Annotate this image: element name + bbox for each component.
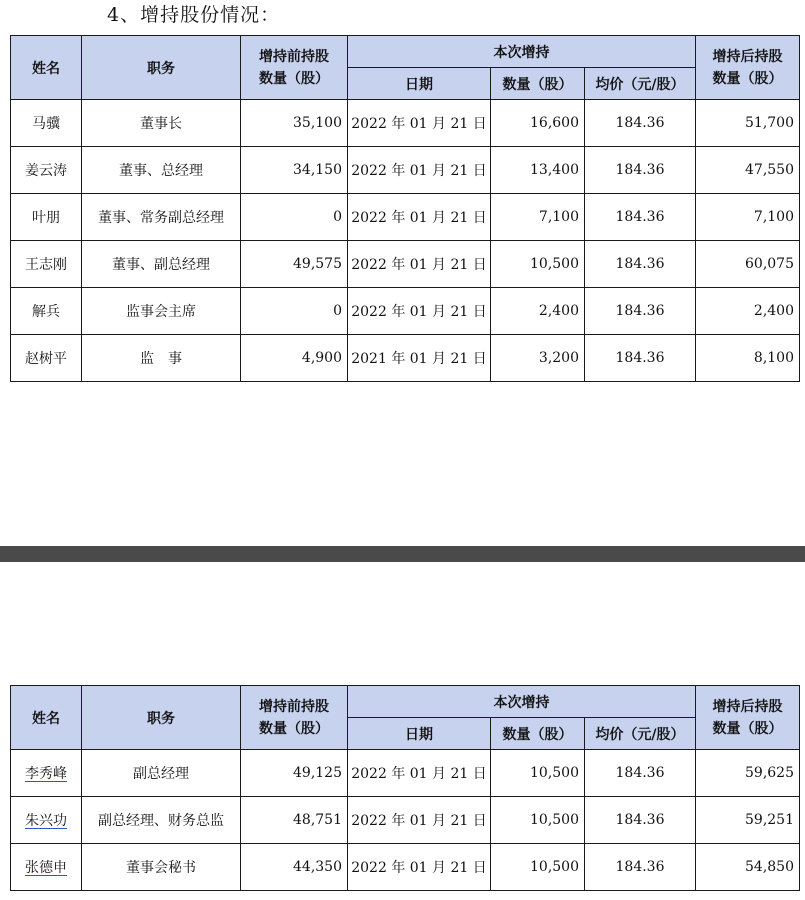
col-header-qty: 数量（股） xyxy=(491,718,585,750)
cell-position: 董事长 xyxy=(82,100,241,147)
cell-before-qty: 0 xyxy=(241,288,348,335)
col-header-before-line2: 数量（股） xyxy=(259,70,329,87)
cell-position: 董事会秘书 xyxy=(82,844,241,891)
cell-date: 2022 年 01 月 21 日 xyxy=(348,797,491,844)
col-header-date: 日期 xyxy=(348,718,491,750)
shareholding-table-2 xyxy=(10,685,800,891)
table-row xyxy=(11,335,800,382)
cell-qty: 10,500 xyxy=(491,241,585,288)
col-header-before-line1: 增持前持股 xyxy=(259,48,329,65)
cell-before-qty: 49,575 xyxy=(241,241,348,288)
cell-qty: 10,500 xyxy=(491,750,585,797)
cell-before-qty: 49,125 xyxy=(241,750,348,797)
cell-date: 2022 年 01 月 21 日 xyxy=(348,147,491,194)
cell-date: 2022 年 01 月 21 日 xyxy=(348,100,491,147)
col-header-this-time: 本次增持 xyxy=(348,36,696,68)
cell-position: 董事、常务副总经理 xyxy=(82,194,241,241)
cell-price: 184.36 xyxy=(585,750,696,797)
name-link[interactable]: 朱兴功 xyxy=(25,813,67,829)
cell-position: 监事会主席 xyxy=(82,288,241,335)
col-header-after xyxy=(696,36,800,100)
cell-name[interactable] xyxy=(11,797,82,844)
cell-date: 2021 年 01 月 21 日 xyxy=(348,335,491,382)
cell-date: 2022 年 01 月 21 日 xyxy=(348,241,491,288)
cell-date: 2022 年 01 月 21 日 xyxy=(348,844,491,891)
cell-after-qty: 51,700 xyxy=(696,100,800,147)
cell-price: 184.36 xyxy=(585,335,696,382)
cell-after-qty: 2,400 xyxy=(696,288,800,335)
table-row xyxy=(11,147,800,194)
cell-name[interactable] xyxy=(11,750,82,797)
col-header-date: 日期 xyxy=(348,68,491,100)
cell-qty: 2,400 xyxy=(491,288,585,335)
cell-after-qty: 8,100 xyxy=(696,335,800,382)
cell-position: 监 事 xyxy=(82,335,241,382)
cell-before-qty: 48,751 xyxy=(241,797,348,844)
table-row xyxy=(11,241,800,288)
col-header-this-time: 本次增持 xyxy=(348,686,696,718)
cell-price: 184.36 xyxy=(585,844,696,891)
col-header-after xyxy=(696,686,800,750)
col-header-after-line1: 增持后持股 xyxy=(712,698,783,715)
cell-after-qty: 54,850 xyxy=(696,844,800,891)
table-row xyxy=(11,797,800,844)
section-heading: 4、增持股份情况： xyxy=(107,4,281,26)
cell-before-qty: 35,100 xyxy=(241,100,348,147)
cell-position: 董事、总经理 xyxy=(82,147,241,194)
table-row xyxy=(11,750,800,797)
cell-price: 184.36 xyxy=(585,241,696,288)
col-header-before-line1: 增持前持股 xyxy=(259,698,329,715)
col-header-after-line2: 数量（股） xyxy=(712,70,783,87)
cell-after-qty: 59,625 xyxy=(696,750,800,797)
cell-name: 赵树平 xyxy=(11,335,82,382)
table-row xyxy=(11,194,800,241)
col-header-price: 均价（元/股） xyxy=(585,68,696,100)
cell-name[interactable] xyxy=(11,844,82,891)
cell-position: 副总经理、财务总监 xyxy=(82,797,241,844)
col-header-after-line1: 增持后持股 xyxy=(712,48,783,65)
col-header-before xyxy=(241,686,348,750)
page-divider xyxy=(0,546,805,562)
col-header-after-line2: 数量（股） xyxy=(712,720,783,737)
shareholding-table-1 xyxy=(10,35,800,382)
col-header-name: 姓名 xyxy=(11,36,82,100)
table-row xyxy=(11,100,800,147)
cell-price: 184.36 xyxy=(585,797,696,844)
table-2-body xyxy=(11,750,800,891)
table-row xyxy=(11,844,800,891)
cell-after-qty: 47,550 xyxy=(696,147,800,194)
cell-qty: 7,100 xyxy=(491,194,585,241)
cell-qty: 10,500 xyxy=(491,844,585,891)
cell-position: 董事、副总经理 xyxy=(82,241,241,288)
table-row xyxy=(11,288,800,335)
cell-name: 马骥 xyxy=(11,100,82,147)
cell-date: 2022 年 01 月 21 日 xyxy=(348,750,491,797)
cell-after-qty: 7,100 xyxy=(696,194,800,241)
col-header-name: 姓名 xyxy=(11,686,82,750)
cell-after-qty: 60,075 xyxy=(696,241,800,288)
col-header-before-line2: 数量（股） xyxy=(259,720,329,737)
cell-before-qty: 0 xyxy=(241,194,348,241)
cell-name: 王志刚 xyxy=(11,241,82,288)
name-link[interactable]: 李秀峰 xyxy=(25,766,67,782)
cell-qty: 3,200 xyxy=(491,335,585,382)
cell-date: 2022 年 01 月 21 日 xyxy=(348,194,491,241)
col-header-position: 职务 xyxy=(82,686,241,750)
cell-name: 解兵 xyxy=(11,288,82,335)
cell-price: 184.36 xyxy=(585,288,696,335)
cell-before-qty: 4,900 xyxy=(241,335,348,382)
col-header-position: 职务 xyxy=(82,36,241,100)
cell-qty: 10,500 xyxy=(491,797,585,844)
cell-date: 2022 年 01 月 21 日 xyxy=(348,288,491,335)
col-header-before xyxy=(241,36,348,100)
cell-before-qty: 34,150 xyxy=(241,147,348,194)
name-link[interactable]: 张德申 xyxy=(25,860,67,876)
table-1-body xyxy=(11,100,800,382)
cell-before-qty: 44,350 xyxy=(241,844,348,891)
cell-name: 姜云涛 xyxy=(11,147,82,194)
cell-after-qty: 59,251 xyxy=(696,797,800,844)
col-header-qty: 数量（股） xyxy=(491,68,585,100)
cell-price: 184.36 xyxy=(585,100,696,147)
cell-position: 副总经理 xyxy=(82,750,241,797)
cell-price: 184.36 xyxy=(585,147,696,194)
col-header-price: 均价（元/股） xyxy=(585,718,696,750)
cell-name: 叶朋 xyxy=(11,194,82,241)
cell-qty: 16,600 xyxy=(491,100,585,147)
cell-qty: 13,400 xyxy=(491,147,585,194)
cell-price: 184.36 xyxy=(585,194,696,241)
